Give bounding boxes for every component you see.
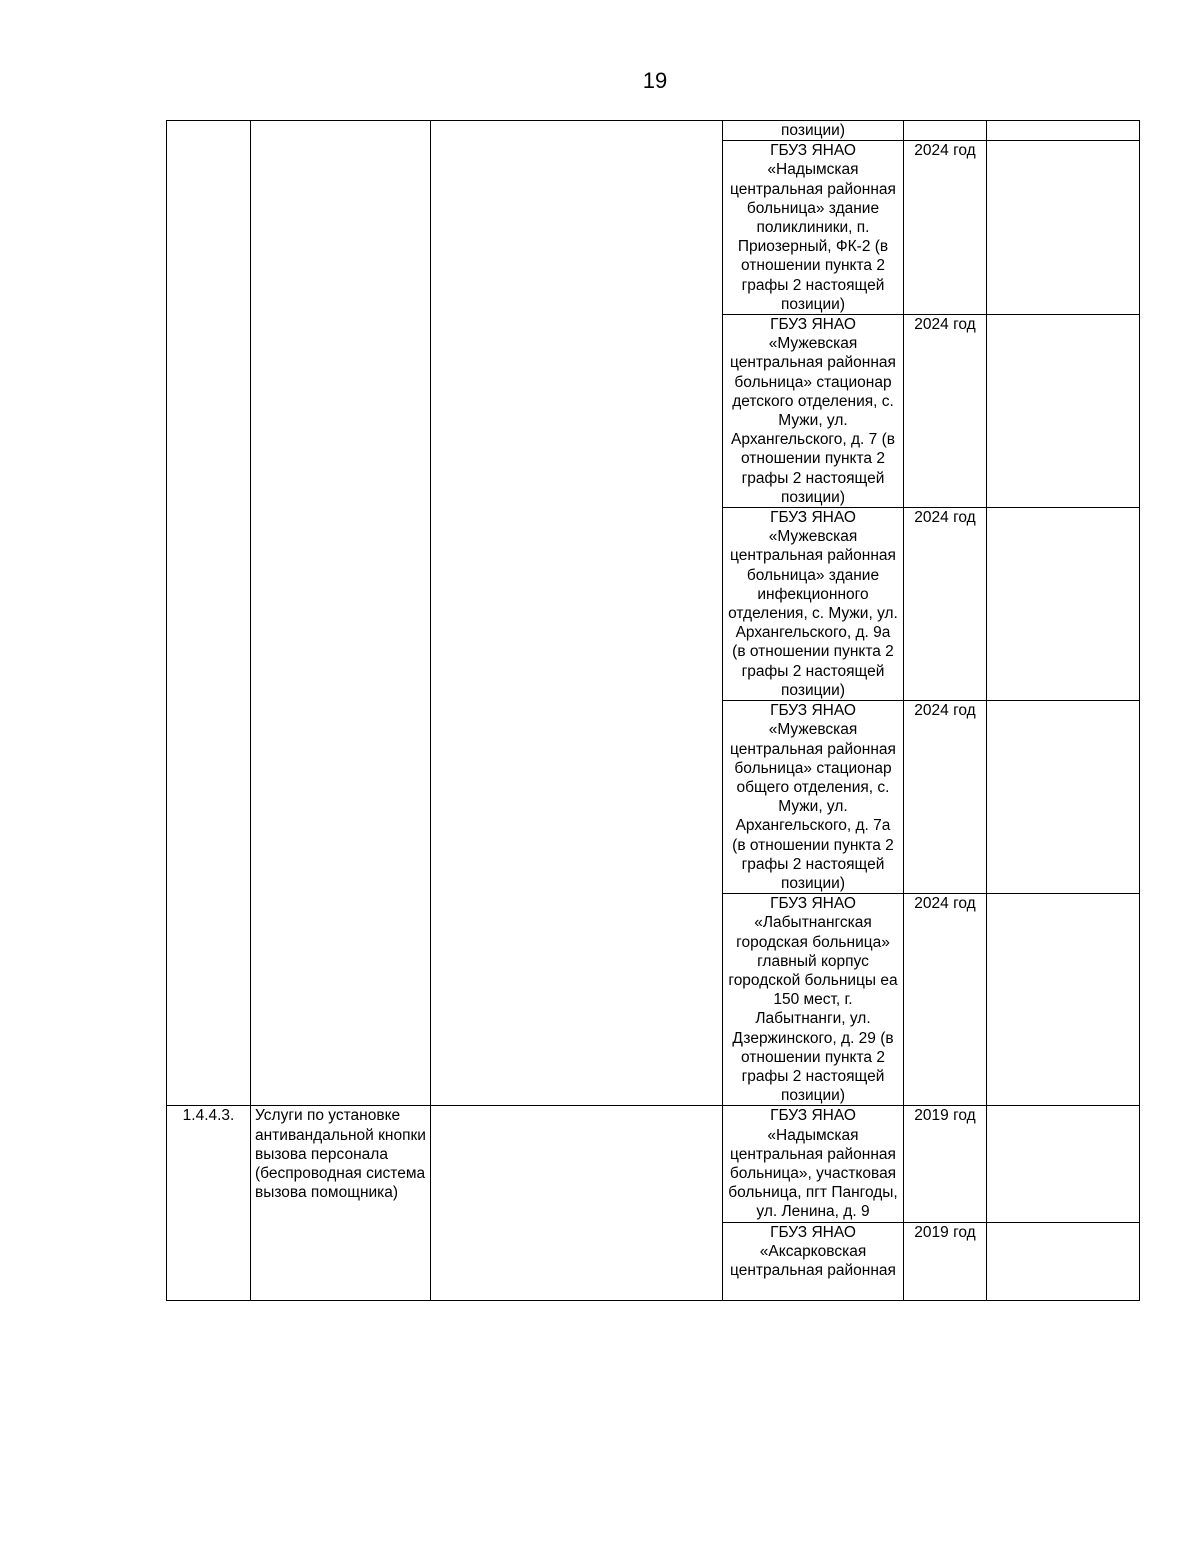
table-row [167, 1106, 1140, 1222]
organization-cell: ГБУЗ ЯНАО «Мужевская центральная районная больница» стационар общего отделения, с. Мужи, ул. Архангельского, д. 7а (в отношении пункта 2 графы 2 настоящей позиции) [723, 701, 904, 894]
item-title: Услуги по установке антивандальной кнопки вызова персонала (беспроводная система вызова помощника) [251, 1106, 431, 1300]
organization-cell: ГБУЗ ЯНАО «Аксарковская центральная районная [723, 1222, 904, 1300]
year-cell: 2024 год [904, 508, 987, 701]
notes-cell [987, 141, 1140, 315]
organization-cell: ГБУЗ ЯНАО «Мужевская центральная районная больница» стационар детского отделения, с. Мужи, ул. Архангельского, д. 7 (в отношении пункта 2 графы 2 настоящей позиции) [723, 315, 904, 508]
description-cell-empty [431, 1106, 723, 1300]
organization-cell: ГБУЗ ЯНАО «Мужевская центральная районная больница» здание инфекционного отделения, с. Мужи, ул. Архангельского, д. 9а (в отношении пункта 2 графы 2 настоящей позиции) [723, 508, 904, 701]
year-cell: 2019 год [904, 1222, 987, 1300]
organization-cell: ГБУЗ ЯНАО «Надымская центральная районная больница», участковая больница, пгт Пангоды, ул. Ленина, д. 9 [723, 1106, 904, 1222]
year-cell: 2024 год [904, 315, 987, 508]
year-cell: 2024 год [904, 141, 987, 315]
organization-cell: позиции) [723, 121, 904, 141]
notes-cell [987, 315, 1140, 508]
document-table [166, 120, 1140, 1301]
year-cell: 2019 год [904, 1106, 987, 1222]
title-cell-empty [251, 121, 431, 1106]
item-number: 1.4.4.3. [167, 1106, 251, 1300]
notes-cell [987, 508, 1140, 701]
year-cell: 2024 год [904, 701, 987, 894]
year-cell [904, 121, 987, 141]
notes-cell [987, 1106, 1140, 1222]
year-cell: 2024 год [904, 894, 987, 1106]
page-number: 19 [642, 68, 668, 93]
number-cell-empty [167, 121, 251, 1106]
organization-cell: ГБУЗ ЯНАО «Лабытнангская городская больница» главный корпус городской больницы еа 150 мест, г. Лабытнанги, ул. Дзержинского, д. 29 (в отношении пункта 2 графы 2 настоящей позиции) [723, 894, 904, 1106]
notes-cell [987, 1222, 1140, 1300]
description-cell-empty [431, 121, 723, 1106]
table-row [167, 121, 1140, 141]
organization-cell: ГБУЗ ЯНАО «Надымская центральная районная больница» здание поликлиники, п. Приозерный, ФК-2 (в отношении пункта 2 графы 2 настоящей позиции) [723, 141, 904, 315]
notes-cell [987, 894, 1140, 1106]
notes-cell [987, 701, 1140, 894]
notes-cell [987, 121, 1140, 141]
